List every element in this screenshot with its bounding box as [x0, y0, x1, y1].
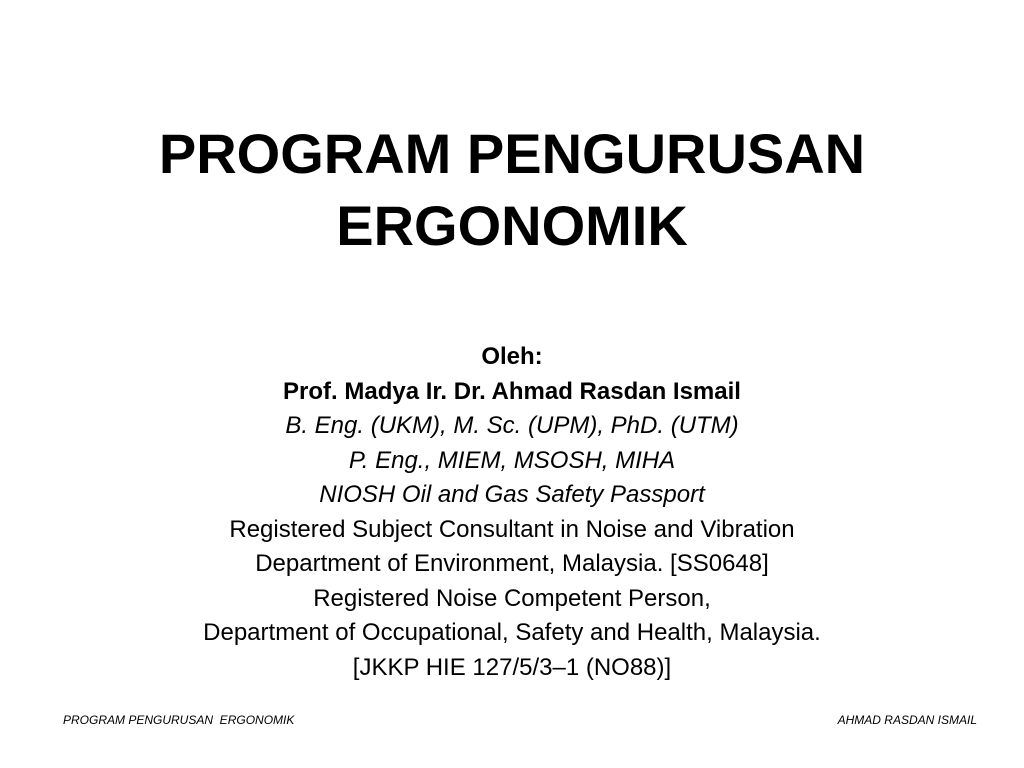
author-degrees: B. Eng. (UKM), M. Sc. (UPM), PhD. (UTM) — [285, 412, 739, 439]
footer-left-text: PROGRAM PENGURUSAN ERGONOMIK — [63, 713, 295, 727]
footer-right-text: AHMAD RASDAN ISMAIL — [837, 713, 977, 727]
slide-title-line-1: PROGRAM PENGURUSAN — [158, 122, 866, 185]
author-passport: NIOSH Oil and Gas Safety Passport — [319, 481, 705, 508]
consultant-line-1: Registered Subject Consultant in Noise and Vibration — [229, 515, 795, 543]
competent-person-line-1: Registered Noise Competent Person, — [313, 584, 711, 612]
author-block — [0, 340, 1024, 685]
competent-person-line-3: [JKKP HIE 127/5/3–1 (NO88)] — [352, 653, 672, 681]
author-name: Prof. Madya Ir. Dr. Ahmad Rasdan Ismail — [283, 377, 741, 405]
consultant-line-2: Department of Environment, Malaysia. [SS0648] — [255, 550, 769, 577]
by-label: Oleh: — [481, 343, 543, 370]
slide-title — [0, 118, 1024, 262]
author-professional-titles: P. Eng., MIEM, MSOSH, MIHA — [348, 446, 676, 474]
slide-title-line-2: ERGONOMIK — [336, 194, 688, 257]
competent-person-line-2: Department of Occupational, Safety and Health, Malaysia. — [203, 619, 821, 646]
